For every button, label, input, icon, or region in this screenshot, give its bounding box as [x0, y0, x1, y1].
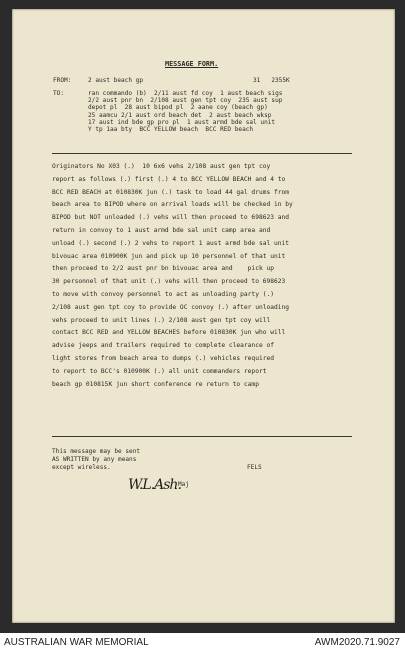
handwritten-signature: W.L.Ash. — [128, 477, 181, 493]
note-line: AS WRITTEN by any means — [52, 456, 137, 463]
divider-bottom — [52, 436, 352, 437]
body-line: bivouac area 010900K jun and pick up 10 personnel of that unit — [52, 252, 286, 260]
body-line: then proceed to 2/2 aust pnr bn bivouac area and pick up — [52, 265, 275, 273]
body-line: Originators No X03 (.) 10 6x6 vehs 2/108 aust gen tpt coy — [52, 163, 271, 170]
body-line: to report to BCC's 010900K (.) all unit commanders report — [52, 367, 267, 375]
addressee-line: 25 aamcu 2/1 aust ord beach det 2 aust beach wksp — [88, 111, 272, 119]
body-line: 2/108 aust gen tpt coy to provide OC convoy (.) after unloading — [52, 303, 290, 311]
body-line: BCC RED BEACH at 010830K jun (.) task to load 44 gal drums from — [52, 188, 290, 196]
to-label: TO: — [53, 90, 65, 97]
body-line: beach gp 010815K jun short conference re return to camp — [52, 380, 259, 388]
body-line: advise jeeps and trailers required to complete clearance of — [52, 342, 275, 350]
addressee-line: 17 aust ind bde gp pro pl 1 aust armd bde sal unit — [88, 118, 276, 126]
form-title: MESSAGE FORM. — [165, 60, 219, 68]
message-body — [52, 161, 382, 391]
note-line: This message may be sent — [52, 448, 141, 455]
archive-reference: AWM2020.71.9027 — [314, 637, 400, 648]
from-value: 2 aust beach gp — [88, 77, 144, 84]
addressee-line: ran commando (b) 2/11 aust fd coy 1 aust beach sigs — [88, 90, 283, 97]
body-line: contact BCC RED and YELLOW BEACHES before 010830K jun who will — [52, 329, 286, 337]
from-label: FROM: — [53, 77, 72, 84]
transmission-note — [52, 448, 140, 472]
body-line: unload (.) second (.) 2 vehs to report 1 aust armd bde sal unit — [52, 239, 290, 247]
body-line: return in convoy to 1 aust armd bde sal unit camp area and — [52, 226, 271, 234]
body-line: BIPOD but NOT unloaded (.) vehs will then proceed to 698623 and — [52, 214, 290, 222]
body-line: beach area to BIPOD where on arrival loads will be checked in by — [52, 201, 293, 209]
archive-name: AUSTRALIAN WAR MEMORIAL — [4, 637, 149, 648]
body-line: to move with convoy personnel to act as unloading party (.) — [52, 290, 275, 298]
body-line: vehs proceed to unit lines (.) 2/108 aust gen tpt coy will — [52, 316, 271, 324]
note-line: except wireless. — [52, 464, 111, 471]
addressee-list — [88, 90, 373, 133]
signatory-rank: Maj — [178, 481, 190, 488]
sender-code: FELS — [247, 464, 262, 471]
date-time-group: 31 2355K — [253, 77, 290, 84]
body-line: light stores from beach area to dumps (.) vehicles required — [52, 354, 275, 362]
addressee-line: depot pl 28 aust bipod pl 2 aane coy (beach gp) — [88, 104, 268, 112]
body-line: 30 personnel of that unit (.) vehs will then proceed to 698623 — [52, 278, 286, 286]
addressee-line: 2/2 aust pnr bn 2/108 aust gen tpt coy 235 aust sup — [88, 97, 283, 105]
divider-top — [52, 153, 352, 154]
body-line: report as follows (.) first (.) 4 to BCC YELLOW BEACH and 4 to — [52, 175, 286, 183]
addressee-line: Y tp 1aa bty BCC YELLOW beach BCC RED beach — [88, 126, 254, 134]
